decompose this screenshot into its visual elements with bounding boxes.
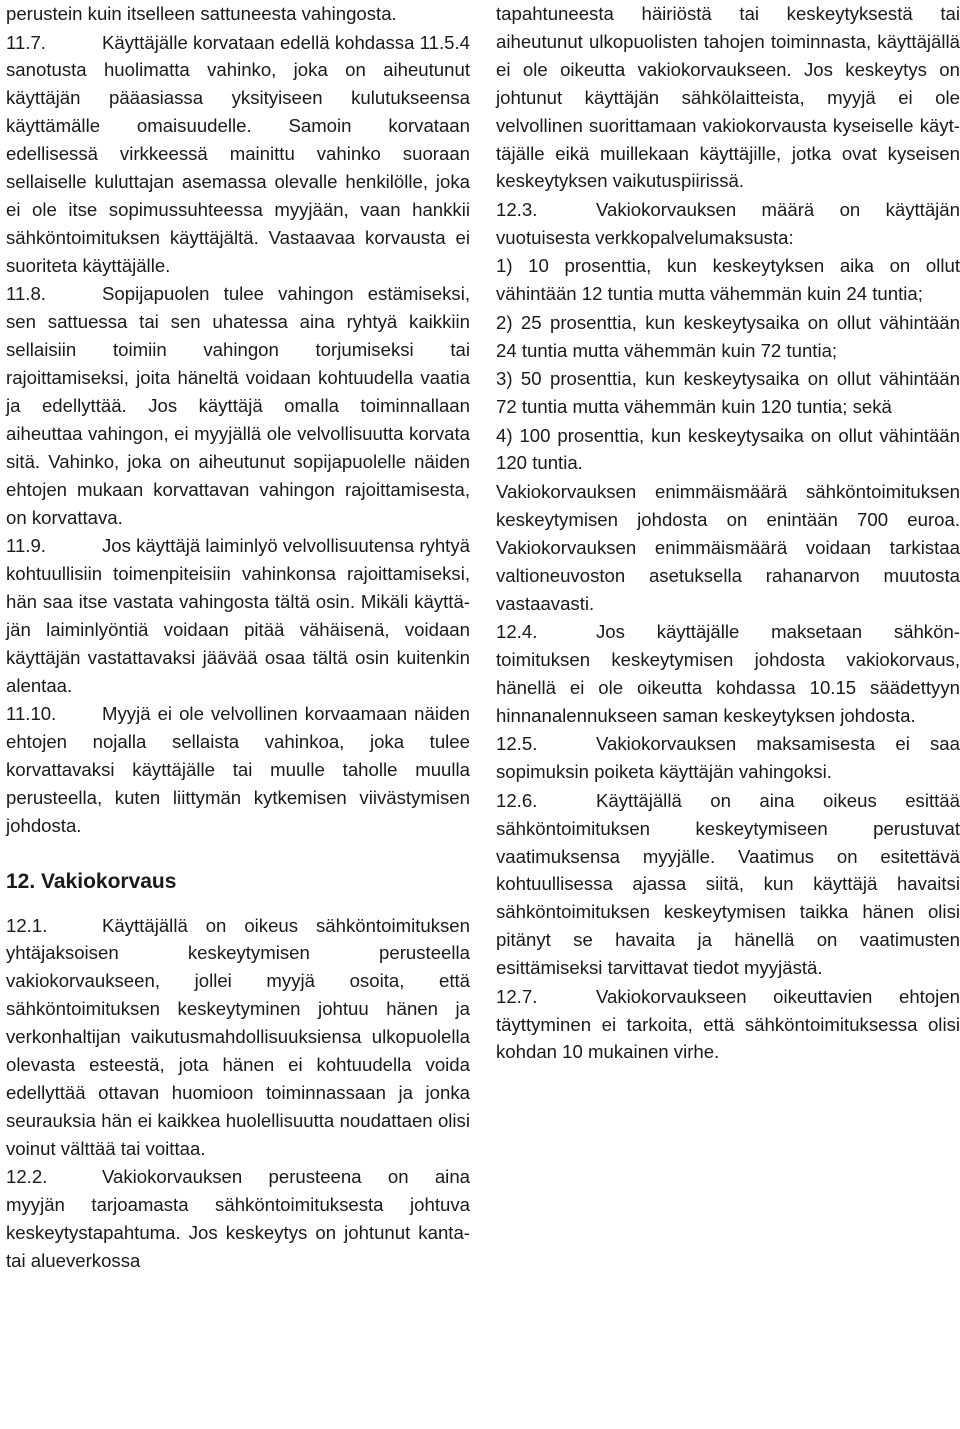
section-number: 12.5. xyxy=(496,733,538,755)
section-number: 12.6. xyxy=(496,789,538,811)
section-number: 12.3. xyxy=(496,198,538,220)
section-number: 11.7. xyxy=(6,31,46,53)
left-column xyxy=(6,0,470,1275)
section-text: Jos käyttäjälle maksetaan sähköntoimituksen keskeytymisen johdosta vakiokorvaus, hänellä ei ole oikeutta kohdassa 10.15 säädettyyn hinnanalennukseen saman keskeytyksen johdosta. xyxy=(496,621,960,726)
section-text: Vakiokorvauksen määrä on käyttäjän vuotuisesta verkkopalvelumaksusta: xyxy=(496,198,960,248)
section-11-10 xyxy=(6,700,470,840)
list-item-text: 1) 10 prosenttia, kun keskeytyksen aika on ollut vähintään 12 tuntia mutta vähemmän kuin 24 tuntia; xyxy=(496,255,960,305)
section-text: Vakiokorvauksen perusteena on aina myyjän tarjoamasta sähköntoimituksesta johtuva keskeytystapahtuma. Jos keskeytys on johtunut kanta- tai alueverkossa xyxy=(6,1166,470,1272)
section-11-8 xyxy=(6,280,470,531)
section-12-5 xyxy=(496,730,960,786)
section-11-9 xyxy=(6,532,470,699)
list-item-4 xyxy=(496,422,960,478)
section-text: Sopijapuolen tulee vahingon estämiseksi, sen sattuessa tai sen uhatessa aina ryhtyä kaikkiin sellaisiin toimiin vahingon torjumiseksi tai rajoittamiseksi, joita häneltä voidaan kohtuudella vaatia ja edellyttää. Jos käyttäjä omalla toiminnallaan aiheuttaa vahingon, ei myyjällä ole velvollisuutta korvata sitä. Vahinko, joka on aiheutunut sopijapuolelle näiden ehtojen mukaan korvattavan vahingon rajoittamisesta, on korvattava. xyxy=(6,283,470,528)
paragraph-text: perustein kuin itselleen sattuneesta vahingosta. xyxy=(6,3,397,24)
section-12-3 xyxy=(496,196,960,252)
list-item-text: 3) 50 prosenttia, kun keskeytysaika on ollut vähintään 72 tuntia mutta vähemmän kuin 120 tuntia; sekä xyxy=(496,368,960,418)
section-text: Myyjä ei ole velvollinen korvaamaan näiden ehtojen nojalla sellaista vahinkoa, joka tulee korvattavaksi käyttäjälle tai muulle taholle muulla perusteella, kuten liittymän kytkemisen viivästymisen johdosta. xyxy=(6,703,470,836)
section-number: 12.7. xyxy=(496,985,538,1007)
section-text: Jos käyttäjä laiminlyö velvollisuutensa ryhtyä kohtuullisiin toimenpiteisiin vahinkonsa rajoittamiseksi, hän saa itse vastata vahingosta tältä osin. Mikäli käyttäjän laiminlyöntiä voidaan pitää vähäisenä, voidaan käyttäjän vastattavaksi jäävää osaa tältä osin kuitenkin alentaa. xyxy=(6,535,470,696)
section-text: Käyttäjällä on oikeus sähköntoimituksen yhtäjaksoisen keskeytymisen perusteella vakiokorvaukseen, jollei myyjä osoita, että sähköntoimituksen keskeytyminen johtuu hänen ja verkonhaltijan vaikutusmahdollisuuksiensa ulkopuolella olevasta esteestä, jota hänen ei kohtuudella voida edellyttää ottavan huomioon toiminnassaan ja jonka seurauksia hän ei kaikkea huolellisuutta noudattaen olisi voinut välttää tai voittaa. xyxy=(6,914,470,1159)
section-text: Vakiokorvaukseen oikeuttavien ehtojen täyttyminen ei tarkoita, että sähköntoimituksessa olisi kohdan 10 mukainen virhe. xyxy=(496,985,960,1063)
section-12-2 xyxy=(6,1163,470,1275)
section-text: Käyttäjälle korvataan edellä kohdassa 11.5.4 sanotusta huolimatta vahinko, joka on aiheutunut käyttäjän pääasiassa yksityiseen kulutukseensa käyttämälle omaisuudelle. Samoin korvataan edellisessä virkkeessä mainittu vahinko suoraan sellaiselle kuluttajan asemassa olevalle henkilölle, joka ei ole itse sopimussuhteessa myyjään, vaan hankkii sähköntoimituksen käyttäjältä. Vastaavaa korvausta ei suoriteta käyttäjälle. xyxy=(6,31,470,276)
paragraph-intro xyxy=(6,0,470,28)
section-12-1 xyxy=(6,912,470,1163)
section-12-7 xyxy=(496,983,960,1067)
paragraph-text: tapahtuneesta häiriöstä tai keskeytyksestä tai aiheutunut ulkopuolisten tahojen toiminnasta, käyttäjällä ei ole oikeutta vakiokorvaukseen. Jos keskeytys on johtunut käyttäjän sähkölaitteista, myyjä ei ole velvollinen suorittamaan vakiokorvausta kyseiselle käyttäjälle eikä muillekaan käyttäjille, jotka ovat kyseisen keskeytyksen vaikutuspiirissä. xyxy=(496,3,960,192)
list-item-2 xyxy=(496,309,960,365)
list-item-3 xyxy=(496,365,960,421)
section-number: 11.9. xyxy=(6,535,46,556)
section-12-4 xyxy=(496,618,960,730)
section-number: 11.10. xyxy=(6,703,57,725)
section-number: 11.8. xyxy=(6,283,46,305)
section-number: 12.2. xyxy=(6,1166,48,1188)
list-item-1 xyxy=(496,252,960,308)
section-heading-12: 12. Vakiokorvaus xyxy=(6,869,177,893)
section-text: Käyttäjällä on aina oikeus esittää sähköntoimituksen keskeytymiseen perustuvat vaatimuksensa myyjälle. Vaatimus on esitettävä kohtuullisessa ajassa siitä, kun käyttäjä havaitsi sähköntoimituksen keskeytymisen taikka hänen olisi pitänyt se havaita ja hänellä on vaatimusten esittämiseksi tarvittavat tiedot myyjästä. xyxy=(496,789,960,979)
section-text: Vakiokorvauksen maksamisesta ei saa sopimuksin poiketa käyttäjän vahingoksi. xyxy=(496,733,960,783)
list-item-text: 2) 25 prosenttia, kun keskeytysaika on ollut vähintään 24 tuntia mutta vähemmän kuin 72 tuntia; xyxy=(496,311,960,361)
section-11-7 xyxy=(6,29,470,280)
paragraph-maximum xyxy=(496,478,960,618)
section-12-6 xyxy=(496,787,960,982)
right-column xyxy=(496,0,960,1066)
section-number: 12.1. xyxy=(6,914,48,936)
paragraph-text: Vakiokorvauksen enimmäismäärä sähköntoimituksen keskeytymisen johdosta on enintään 700 euroa. Vakiokorvauksen enimmäismäärä voidaan tarkistaa valtioneuvoston asetuksella rahanarvon muutosta vastaavasti. xyxy=(496,480,960,614)
paragraph-continuation xyxy=(496,0,960,195)
section-number: 12.4. xyxy=(496,621,538,643)
list-item-text: 4) 100 prosenttia, kun keskeytysaika on ollut vähintään 120 tuntia. xyxy=(496,424,960,474)
